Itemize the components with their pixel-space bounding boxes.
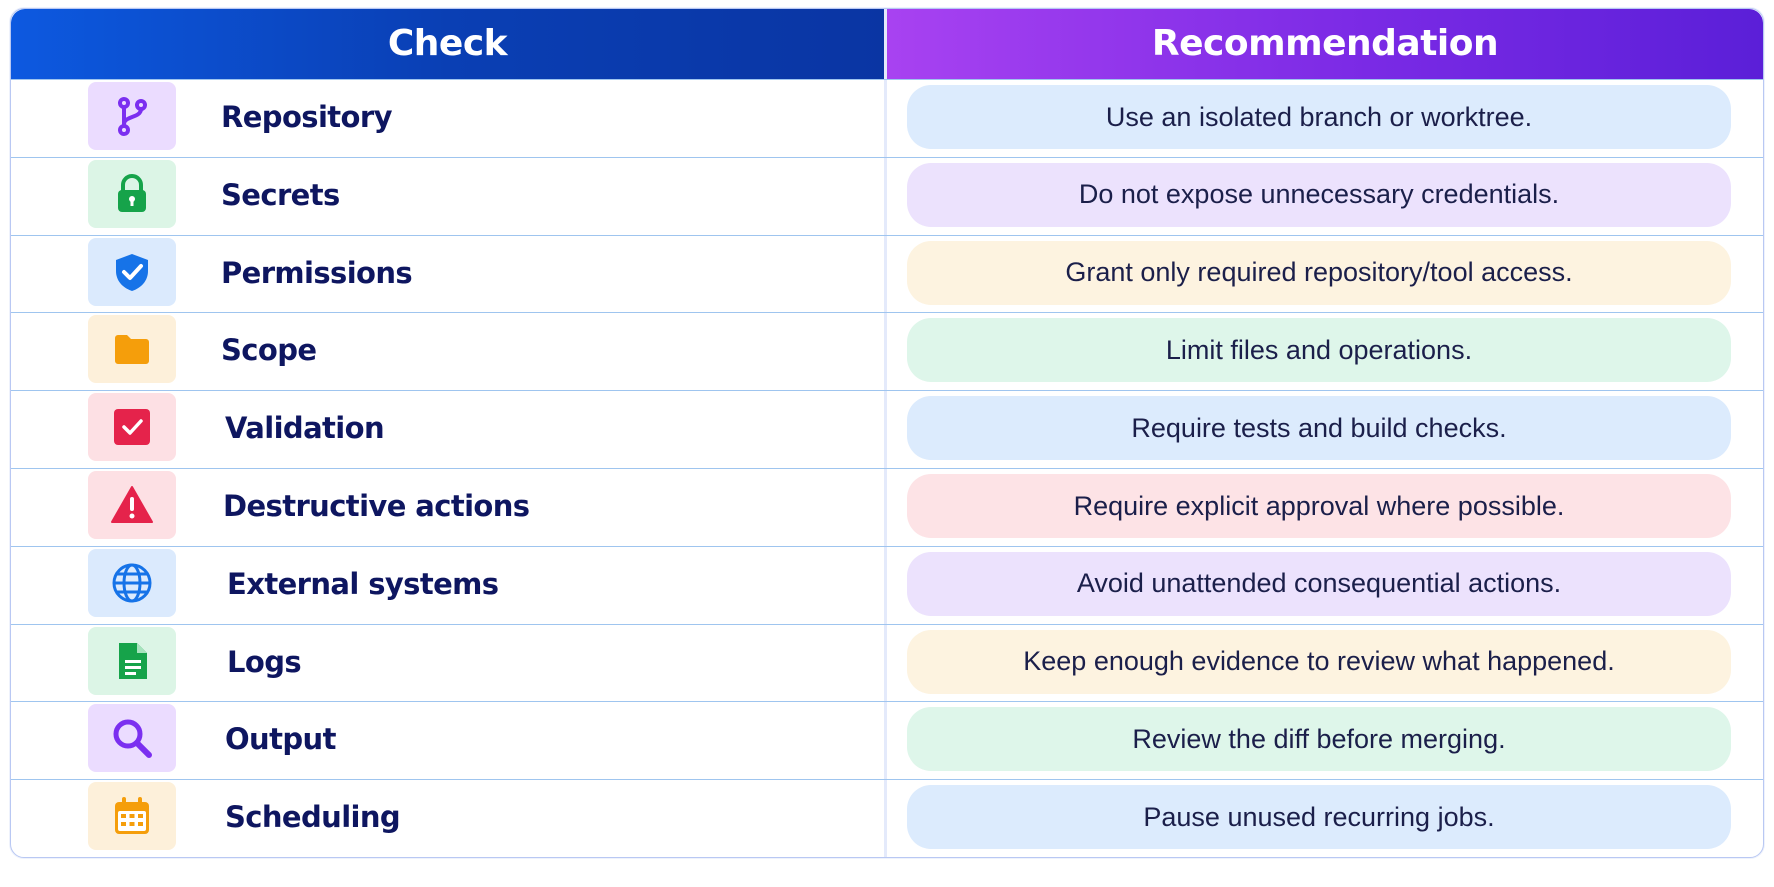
- recommendation-text: Limit files and operations.: [1165, 334, 1473, 365]
- recommendation-pill: [907, 241, 1731, 305]
- recommendation-pill: [907, 552, 1731, 616]
- check-label: Output: [225, 722, 336, 757]
- git-branch-icon: [110, 94, 154, 138]
- table-row: [11, 157, 1763, 234]
- recommendation-text: Keep enough evidence to review what happened.: [1023, 646, 1615, 677]
- checkbox-icon-container: [88, 393, 176, 461]
- checklist-table: [10, 8, 1764, 858]
- recommendation-text: Do not expose unnecessary credentials.: [1078, 179, 1560, 210]
- recommendation-pill: [907, 630, 1731, 694]
- folder-icon: [110, 327, 154, 371]
- check-label: Logs: [227, 644, 302, 679]
- recommendation-text: Avoid unattended consequential actions.: [1076, 568, 1562, 599]
- check-label: Repository: [221, 100, 392, 134]
- recommendation-column-header: [887, 9, 1763, 79]
- check-label: Permissions: [221, 255, 413, 290]
- table-row: [11, 390, 1763, 467]
- check-label: Secrets: [221, 177, 340, 212]
- table-row: [11, 79, 1763, 156]
- check-label: Validation: [225, 411, 385, 446]
- calendar-icon: [110, 794, 154, 838]
- recommendation-header-label: Recommendation: [1151, 23, 1499, 64]
- search-icon: [110, 716, 154, 760]
- warning-icon-container: [88, 471, 176, 539]
- recommendation-text: Grant only required repository/tool access.: [1065, 257, 1573, 288]
- document-icon-container: [88, 627, 176, 695]
- recommendation-pill: [907, 785, 1731, 849]
- table-row: [11, 468, 1763, 545]
- check-column-header: [11, 9, 884, 79]
- check-header-label: Check: [387, 23, 508, 64]
- recommendation-text: Require explicit approval where possible.: [1073, 490, 1565, 521]
- table-row: [11, 312, 1763, 389]
- search-icon-container: [88, 704, 176, 772]
- globe-icon: [110, 561, 154, 605]
- lock-icon: [110, 172, 154, 216]
- lock-icon-container: [88, 160, 176, 228]
- recommendation-pill: [907, 85, 1731, 149]
- recommendation-pill: [907, 707, 1731, 771]
- check-label: Scope: [221, 333, 317, 368]
- recommendation-pill: [907, 318, 1731, 382]
- check-label: External systems: [227, 566, 499, 601]
- globe-icon-container: [88, 549, 176, 617]
- recommendation-pill: [907, 396, 1731, 460]
- table-row: [11, 546, 1763, 623]
- table-row: [11, 779, 1763, 856]
- folder-icon-container: [88, 315, 176, 383]
- recommendation-text: Require tests and build checks.: [1131, 412, 1507, 443]
- table-row: [11, 624, 1763, 701]
- shield-check-icon: [110, 250, 154, 294]
- warning-icon: [110, 483, 154, 527]
- recommendation-text: Pause unused recurring jobs.: [1143, 801, 1495, 832]
- git-branch-icon-container: [88, 82, 176, 150]
- document-icon: [110, 639, 154, 683]
- table-row: [11, 235, 1763, 312]
- check-label: Destructive actions: [223, 489, 530, 523]
- recommendation-text: Review the diff before merging.: [1132, 723, 1506, 754]
- recommendation-pill: [907, 474, 1731, 538]
- shield-check-icon-container: [88, 238, 176, 306]
- table-header: [11, 9, 1763, 79]
- calendar-icon-container: [88, 782, 176, 850]
- check-label: Scheduling: [225, 800, 401, 835]
- table-row: [11, 701, 1763, 778]
- checkbox-icon: [110, 405, 154, 449]
- recommendation-text: Use an isolated branch or worktree.: [1105, 101, 1533, 132]
- recommendation-pill: [907, 163, 1731, 227]
